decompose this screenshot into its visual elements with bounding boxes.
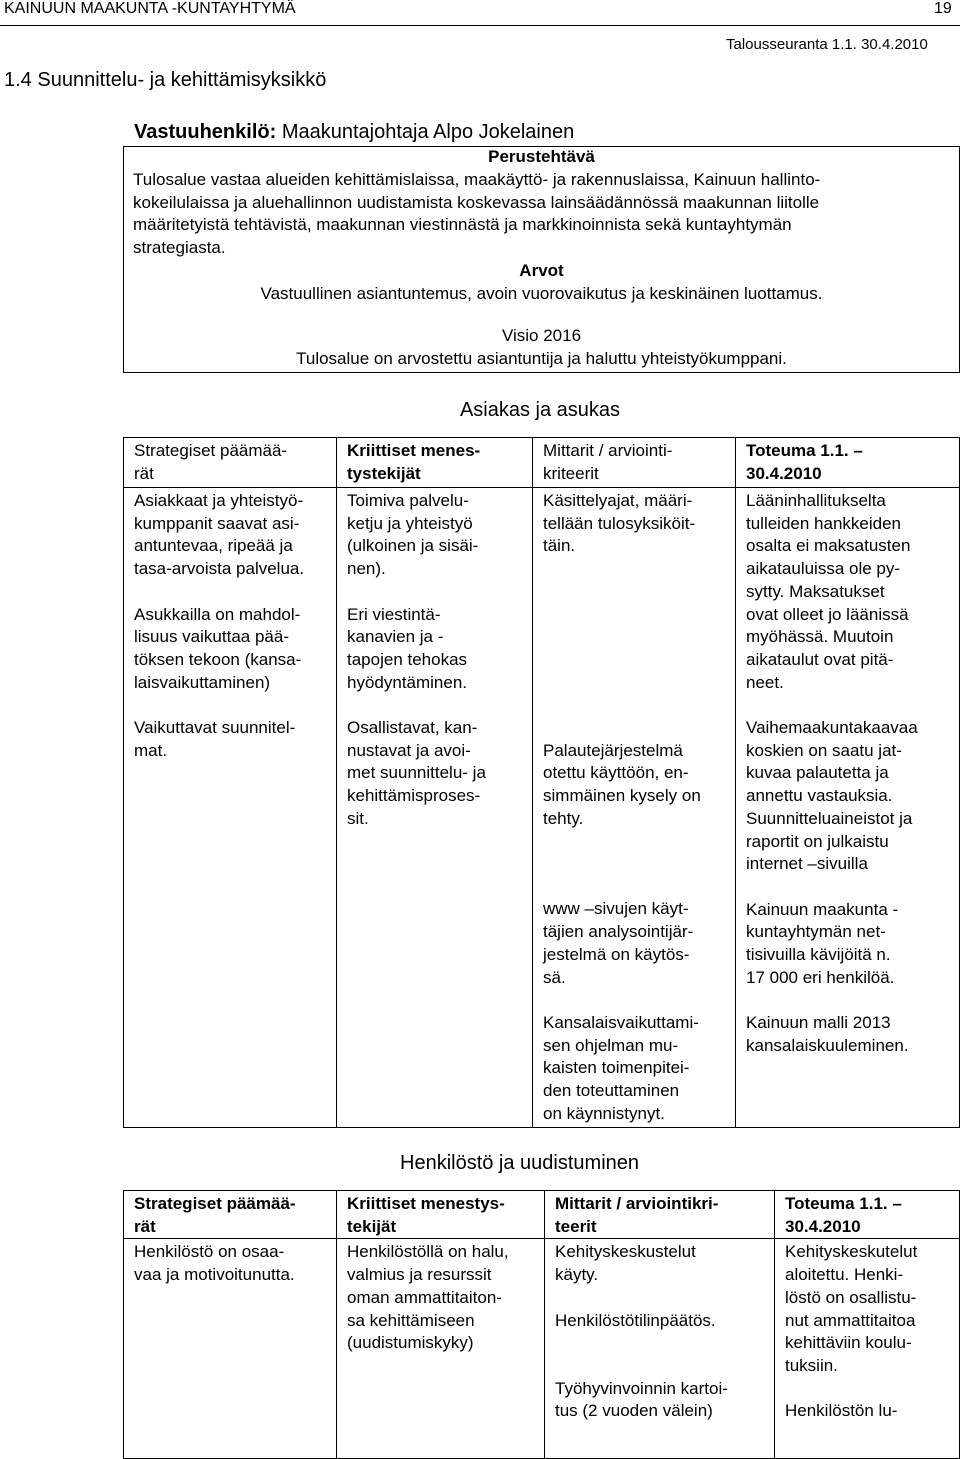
- cell-line: sit.: [347, 808, 369, 828]
- cell-line: [134, 581, 336, 604]
- basic-task-line: Tulosalue vastaa alueiden kehittämislaissa, maakäyttö- ja rakennuslaissa, Kainuun hallinto-: [133, 170, 821, 189]
- basic-task-line: strategiasta.: [133, 238, 226, 258]
- personnel-table-title: Henkilöstö ja uudistuminen: [400, 1152, 640, 1174]
- cell-line: (uudistumiskyky): [347, 1333, 474, 1353]
- cell-line: Vaihemaakuntakaavaa: [746, 718, 918, 738]
- header-cell: Strategiset päämää- rät: [124, 438, 337, 488]
- cell-line: käyty.: [555, 1265, 599, 1285]
- cell-line: [555, 1332, 774, 1355]
- cell-line: tus (2 vuoden välein): [555, 1401, 713, 1421]
- cell-line: lisuus vaikuttaa pää-: [134, 627, 289, 647]
- cell-line: Suunnitteluaineistot ja: [746, 808, 913, 828]
- cell-line: Lääninhallitukselta: [746, 491, 886, 510]
- cell-line: nen).: [347, 559, 386, 579]
- cell-line: sen ohjelman mu-: [543, 1035, 679, 1055]
- cell-line: oman ammattitaiton-: [347, 1287, 502, 1307]
- cell-line: [543, 989, 735, 1012]
- vision-text: Tulosalue on arvostettu asiantuntija ja haluttu yhteistyökumppani.: [296, 349, 787, 368]
- cell-line: tasa-arvoista palvelua.: [134, 559, 305, 579]
- cell-line: simmäinen kysely on: [543, 786, 701, 806]
- table-row: [124, 488, 960, 1128]
- cell-line: Kehityskeskustelut: [555, 1242, 696, 1262]
- success-factors-cell: [337, 1239, 545, 1459]
- table-header-row: [124, 1191, 960, 1239]
- cell-line: Asukkailla on mahdol-: [134, 604, 301, 624]
- report-period: Talousseuranta 1.1. 30.4.2010: [726, 36, 928, 53]
- cell-line: ovat olleet jo läänissä: [746, 604, 909, 624]
- cell-line: Henkilöstötilinpäätös.: [555, 1310, 716, 1330]
- cell-line: Työhyvinvoinnin kartoi-: [555, 1378, 728, 1398]
- success-factors-cell: [337, 488, 533, 1128]
- cell-line: Asiakkaat ja yhteistyö-: [134, 491, 304, 510]
- table-row: [124, 1239, 960, 1459]
- cell-line: [543, 830, 735, 853]
- cell-line: kaisten toimenpitei-: [543, 1058, 690, 1078]
- cell-line: tisivuilla kävijöitä n.: [746, 945, 891, 965]
- customer-table-title: Asiakas ja asukas: [459, 399, 621, 421]
- cell-line: tapojen tehokas: [347, 649, 468, 669]
- cell-line: koskien on saatu jat-: [746, 740, 902, 760]
- cell-line: [543, 558, 735, 581]
- cell-line: internet –sivuilla: [746, 854, 868, 874]
- cell-line: [543, 581, 735, 604]
- personnel-table: [123, 1190, 960, 1459]
- cell-line: tehty.: [543, 808, 584, 828]
- cell-line: kuvaa palautetta ja: [746, 763, 889, 783]
- goals-cell: [124, 488, 337, 1128]
- cell-line: laisvaikuttaminen): [134, 672, 271, 692]
- cell-line: Toimiva palvelu-: [347, 491, 469, 510]
- cell-line: myöhässä. Muutoin: [746, 627, 894, 647]
- cell-line: nut ammattitaitoa: [785, 1310, 916, 1330]
- header-cell: Strategiset päämää- rät: [124, 1191, 337, 1239]
- outcome-cell: [736, 488, 960, 1128]
- cell-line: Henkilöstöllä on halu,: [347, 1242, 509, 1262]
- cell-line: aloitettu. Henki-: [785, 1265, 904, 1285]
- cell-line: kumppanit saavat asi-: [134, 513, 300, 533]
- header-cell: Kriittiset menes- tystekijät: [337, 438, 533, 488]
- cell-line: ketju ja yhteistyö: [347, 513, 473, 533]
- metrics-cell: [545, 1239, 775, 1459]
- cell-line: Kainuun maakunta -: [746, 899, 899, 919]
- cell-line: [543, 876, 735, 899]
- cell-line: on käynnistynyt.: [543, 1103, 665, 1123]
- cell-line: [543, 853, 735, 876]
- customer-table: [123, 437, 960, 1128]
- goals-cell: [124, 1239, 337, 1459]
- cell-line: antuntevaa, ripeää ja: [134, 536, 293, 556]
- cell-line: Vaikuttavat suunnitel-: [134, 718, 296, 737]
- outcome-cell: [775, 1239, 960, 1459]
- cell-line: www –sivujen käyt-: [543, 899, 689, 919]
- values-text: Vastuullinen asiantuntemus, avoin vuorovaikutus ja keskinäinen luottamus.: [260, 284, 823, 303]
- cell-line: [555, 1287, 774, 1310]
- table-header-row: [124, 438, 960, 488]
- cell-line: [543, 603, 735, 626]
- cell-line: [746, 694, 959, 717]
- cell-line: [543, 672, 735, 695]
- cell-line: valmius ja resurssit: [347, 1265, 492, 1285]
- cell-line: täin.: [543, 536, 576, 556]
- cell-line: [543, 717, 735, 740]
- cell-line: raportit on julkaistu: [746, 831, 889, 851]
- cell-line: osalta ei maksatusten: [746, 536, 911, 556]
- cell-line: kanavien ja -: [347, 627, 444, 647]
- header-divider: [0, 25, 960, 26]
- cell-line: Eri viestintä-: [347, 604, 441, 624]
- basic-task-heading: Perustehtävä: [488, 147, 595, 166]
- header-cell: Toteuma 1.1. – 30.4.2010: [775, 1191, 960, 1239]
- header-cell: Kriittiset menestys- tekijät: [337, 1191, 545, 1239]
- cell-line: Käsittelyajat, määri-: [543, 491, 693, 510]
- basic-task-text: [133, 169, 820, 260]
- cell-line: vaa ja motivoitunutta.: [134, 1265, 295, 1285]
- cell-line: tuksiin.: [785, 1355, 838, 1375]
- cell-line: kehittämisproses-: [347, 786, 481, 806]
- cell-line: Kainuun malli 2013: [746, 1013, 891, 1033]
- cell-line: [347, 581, 532, 604]
- cell-line: sytty. Maksatukset: [746, 581, 885, 601]
- cell-line: [347, 694, 532, 717]
- cell-line: Palautejärjestelmä: [543, 740, 683, 760]
- basic-task-line: kokeilulaissa ja aluehallinnon uudistamista koskevassa lainsäädännössä maakunnan liitolle: [133, 192, 820, 212]
- header-cell: Mittarit / arviointi- kriteerit: [533, 438, 736, 488]
- cell-line: kehittäviin koulu-: [785, 1333, 912, 1353]
- cell-line: Kehityskeskutelut: [785, 1242, 918, 1262]
- cell-line: Kansalaisvaikuttami-: [543, 1012, 699, 1032]
- header-cell: Toteuma 1.1. – 30.4.2010: [736, 438, 960, 488]
- cell-line: annettu vastauksia.: [746, 786, 893, 806]
- cell-line: löstö on osallistu-: [785, 1287, 917, 1307]
- responsible-value: Maakuntajohtaja Alpo Jokelainen: [281, 121, 575, 143]
- cell-line: [746, 989, 959, 1012]
- cell-line: nustavat ja avoi-: [347, 740, 471, 760]
- cell-line: den toteuttaminen: [543, 1081, 680, 1101]
- section-title: 1.4 Suunnittelu- ja kehittämisyksikkö: [4, 69, 327, 91]
- cell-line: kansalaiskuuleminen.: [746, 1035, 909, 1055]
- responsible-person: [134, 120, 574, 144]
- cell-line: Henkilöstön lu-: [785, 1401, 898, 1421]
- cell-line: tellään tulosyksiköit-: [543, 513, 696, 533]
- cell-line: hyödyntäminen.: [347, 672, 468, 692]
- cell-line: [543, 694, 735, 717]
- cell-line: mat.: [134, 740, 168, 760]
- cell-line: aikatauluissa ole py-: [746, 559, 901, 579]
- cell-line: [543, 626, 735, 649]
- cell-line: aikataulut ovat pitä-: [746, 649, 894, 669]
- cell-line: (ulkoinen ja sisäi-: [347, 536, 479, 556]
- cell-line: otettu käyttöön, en-: [543, 763, 689, 783]
- cell-line: kuntayhtymän net-: [746, 922, 886, 942]
- cell-line: [543, 649, 735, 672]
- header-cell: Mittarit / arviointikri- teerit: [545, 1191, 775, 1239]
- cell-line: Osallistavat, kan-: [347, 718, 478, 737]
- responsible-label: Vastuuhenkilö:: [134, 121, 277, 143]
- cell-line: met suunnittelu- ja: [347, 763, 486, 783]
- cell-line: [746, 876, 959, 899]
- cell-line: täjien analysointijär-: [543, 922, 694, 942]
- organization-header: KAINUUN MAAKUNTA -KUNTAYHTYMÄ: [4, 0, 296, 17]
- cell-line: [134, 694, 336, 717]
- cell-line: Henkilöstö on osaa-: [134, 1242, 285, 1262]
- cell-line: [785, 1378, 959, 1401]
- cell-line: tulleiden hankkeiden: [746, 513, 902, 533]
- metrics-cell: [533, 488, 736, 1128]
- cell-line: 17 000 eri henkilöä.: [746, 967, 895, 987]
- values-heading: Arvot: [519, 261, 564, 280]
- cell-line: jestelmä on käytös-: [543, 944, 690, 964]
- cell-line: [555, 1355, 774, 1378]
- page-number: 19: [934, 0, 952, 17]
- vision-heading: Visio 2016: [501, 326, 582, 345]
- cell-line: neet.: [746, 672, 784, 692]
- cell-line: sa kehittämiseen: [347, 1310, 475, 1330]
- basic-task-line: määritetyistä tehtävistä, maakunnan viestinnästä ja markkinoinnista sekä kuntayhtymän: [133, 215, 792, 235]
- cell-line: töksen tekoon (kansa-: [134, 649, 302, 669]
- cell-line: sä.: [543, 967, 566, 987]
